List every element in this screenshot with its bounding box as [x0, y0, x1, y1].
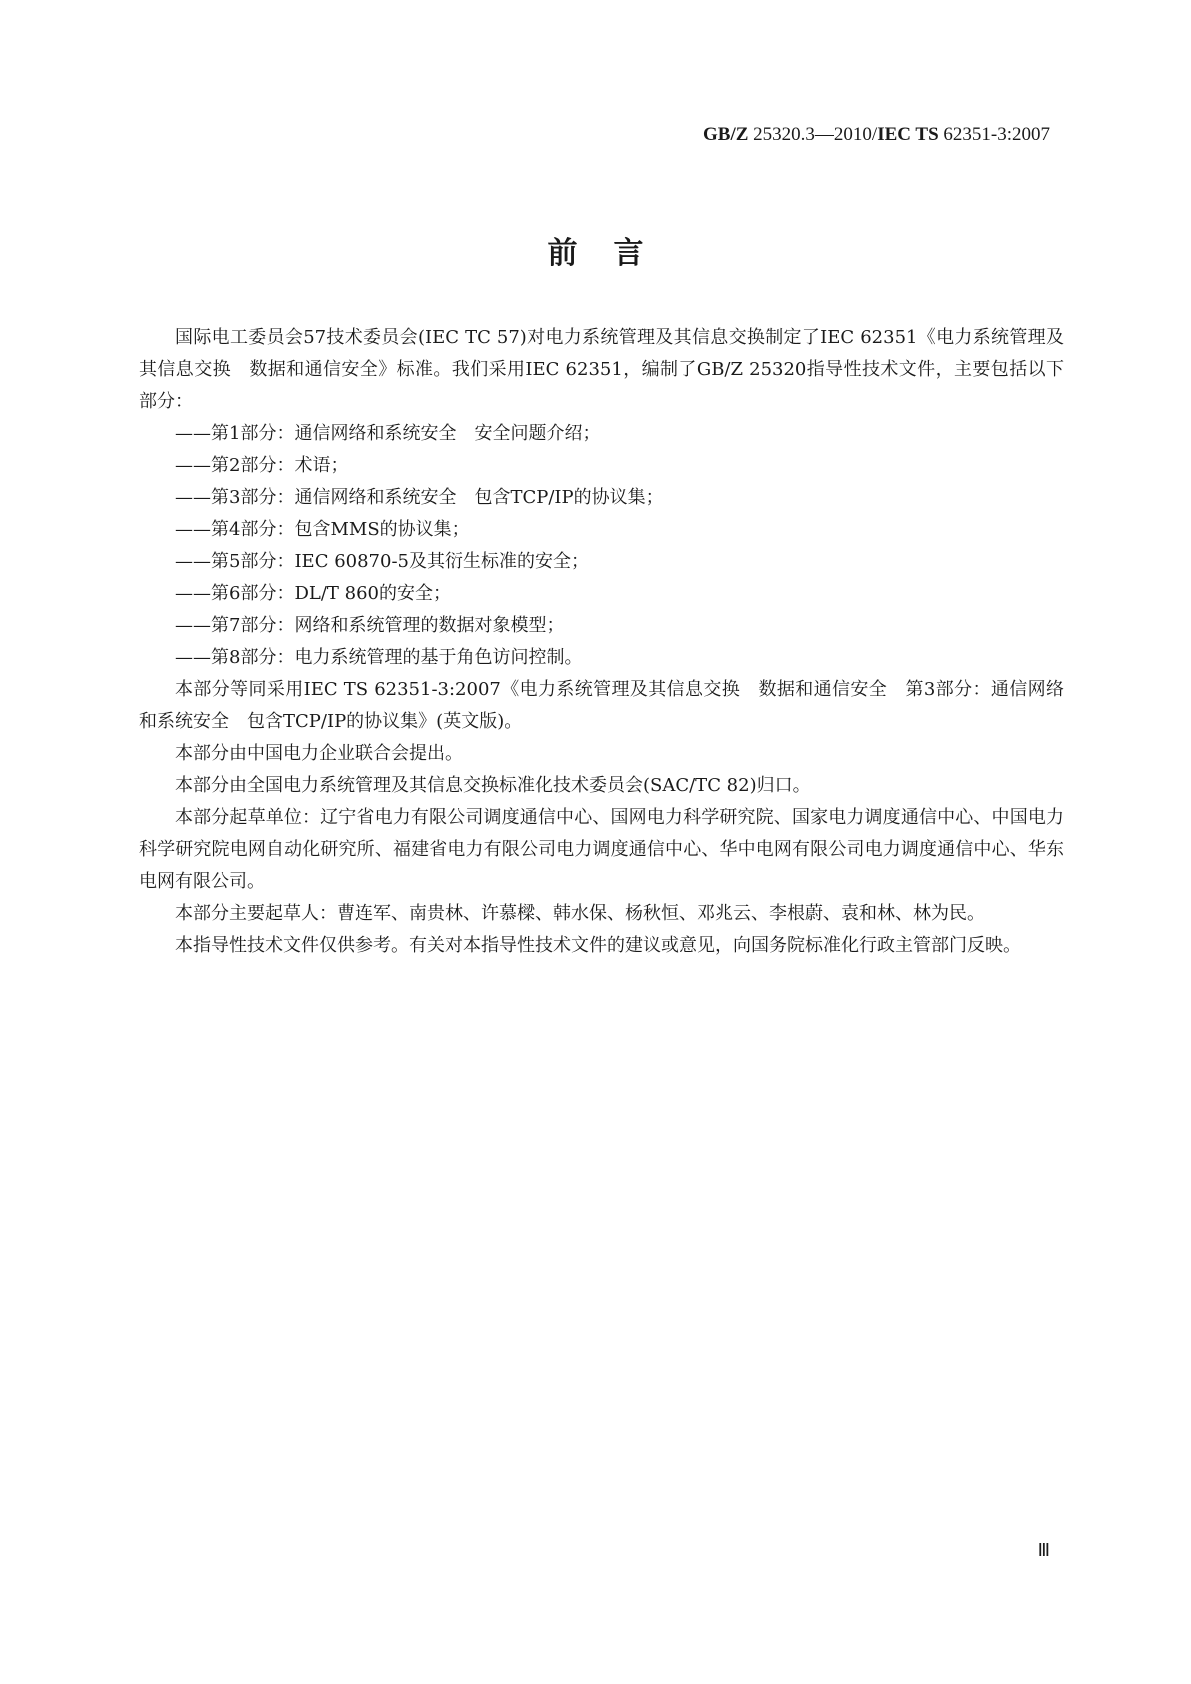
part-list-item: ——第2部分：术语；	[175, 455, 349, 476]
part-list-item: ——第6部分：DL/T 860的安全；	[175, 583, 451, 604]
page-number: Ⅲ	[1037, 1540, 1050, 1560]
part-list-item: ——第8部分：电力系统管理的基于角色访问控制。	[175, 647, 583, 668]
drafters-paragraph: 本部分主要起草人：曹连军、南贵林、许慕樑、韩水保、杨秋恒、邓兆云、李根蔚、袁和林、林为民。	[175, 903, 985, 924]
part-list-item: ——第7部分：网络和系统管理的数据对象模型；	[175, 615, 565, 636]
proposed-by-paragraph: 本部分由中国电力企业联合会提出。	[175, 743, 463, 764]
standard-code-header	[703, 124, 1050, 146]
note-paragraph: 本指导性技术文件仅供参考。有关对本指导性技术文件的建议或意见，向国务院标准化行政主管部门反映。	[175, 935, 1021, 956]
page-title: 前言	[547, 236, 680, 271]
managed-by-paragraph: 本部分由全国电力系统管理及其信息交换标准化技术委员会(SAC/TC 82)归口。	[175, 775, 811, 796]
part-list-item: ——第5部分：IEC 60870-5及其衍生标准的安全；	[175, 551, 589, 572]
iec-code-prefix: IEC TS	[877, 124, 939, 145]
standard-code-number: 25320.3—2010/	[753, 124, 878, 145]
standard-code-prefix: GB/Z	[703, 124, 749, 145]
intro-paragraph: 国际电工委员会57技术委员会(IEC TC 57)对电力系统管理及其信息交换制定了IEC 62351《电力系统管理及其信息交换 数据和通信安全》标准。我们采用IEC 62351，编制了GB/Z 25320指导性技术文件，主要包括以下部分：	[139, 327, 1064, 412]
part-list-item: ——第3部分：通信网络和系统安全 包含TCP/IP的协议集；	[175, 487, 664, 508]
foreword-body	[139, 322, 1064, 962]
drafting-units-paragraph: 本部分起草单位：辽宁省电力有限公司调度通信中心、国网电力科学研究院、国家电力调度通信中心、中国电力科学研究院电网自动化研究所、福建省电力有限公司电力调度通信中心、华中电网有限公司电力调度通信中心、华东电网有限公司。	[139, 807, 1064, 892]
part-list-item: ——第1部分：通信网络和系统安全 安全问题介绍；	[175, 423, 601, 444]
iec-code-number: 62351-3:2007	[943, 124, 1050, 145]
part-list-item: ——第4部分：包含MMS的协议集；	[175, 519, 470, 540]
adoption-paragraph: 本部分等同采用IEC TS 62351-3:2007《电力系统管理及其信息交换 数据和通信安全 第3部分：通信网络和系统安全 包含TCP/IP的协议集》(英文版)。	[139, 679, 1064, 732]
